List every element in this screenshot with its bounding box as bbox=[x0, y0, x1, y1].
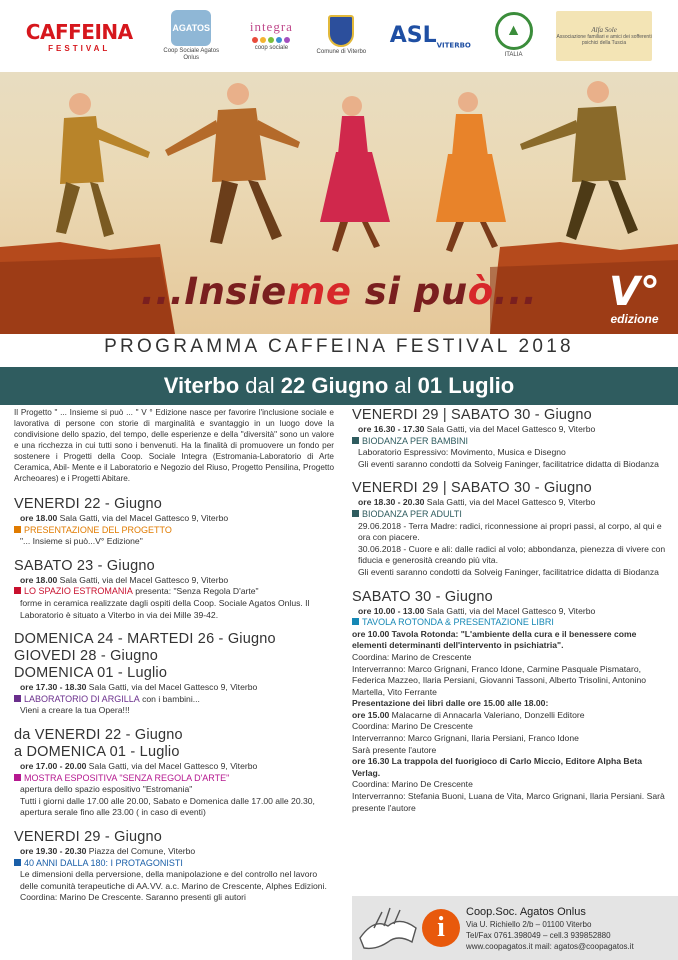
caffeina-logo-sub: FESTIVAL bbox=[48, 43, 111, 53]
event-place: Sala Gatti, via del Macel Gattesco 9, Viterbo bbox=[86, 682, 258, 693]
event-title bbox=[14, 694, 334, 706]
banner-date-end: 01 Luglio bbox=[417, 373, 515, 398]
event-place: Sala Gatti, via del Macel Gattesco 9, Viterbo bbox=[424, 605, 596, 616]
event-time bbox=[14, 682, 334, 694]
integra-caption: coop sociale bbox=[254, 45, 289, 52]
banner-city: Viterbo bbox=[163, 373, 240, 398]
event-time bbox=[14, 761, 334, 773]
caffeina-logo-text: CAFFEINA bbox=[25, 19, 133, 44]
event-time-bold: ore 10.00 - 13.00 bbox=[358, 605, 425, 616]
banner-al: al bbox=[388, 373, 418, 398]
event-title bbox=[14, 773, 334, 785]
footer-text bbox=[466, 905, 634, 952]
event-title-label: LABORATORIO DI ARGILLA bbox=[24, 693, 140, 704]
agatos-caption: Coop Sociale Agatos Onlus bbox=[163, 47, 220, 61]
event-title bbox=[352, 436, 672, 448]
event-day: da VENERDI 22 - Giugno a DOMENICA 01 - Luglio bbox=[14, 726, 183, 760]
event-title-label: BIODANZA PER ADULTI bbox=[362, 508, 462, 519]
hero-title-part1: ...Insie bbox=[140, 270, 287, 313]
event-time-bold: ore 19.30 - 20.30 bbox=[20, 845, 87, 856]
left-column bbox=[14, 407, 334, 914]
event-title bbox=[14, 858, 334, 870]
bullet-square-icon bbox=[14, 695, 21, 702]
roundtable-line-2: Coordina: Marino de Crescente bbox=[352, 651, 472, 662]
dragonfly-icon bbox=[556, 11, 652, 61]
footer-phones: Tel/Fax 0761.398049 – cell.3 939852880 bbox=[466, 930, 611, 940]
contact-footer bbox=[352, 896, 678, 960]
roundtable-line-5-text: Malacarne di Annacarla Valeriano, Donzelli Editore bbox=[389, 709, 585, 720]
event-title-label: BIODANZA PER BAMBINI bbox=[362, 435, 469, 446]
banner-dal: dal bbox=[239, 373, 281, 398]
program-title: PROGRAMMA CAFFEINA FESTIVAL 2018 bbox=[104, 336, 574, 357]
asl-logo-text: ASL bbox=[389, 22, 437, 48]
hero-illustration bbox=[0, 72, 678, 334]
event-block bbox=[352, 407, 672, 470]
roundtable-line-11: Interverranno: Stefania Buoni, Luana de Vita, Marco Grignani, Ilaria Persiani. Sarà presente l'autore bbox=[352, 791, 665, 813]
event-title-extra: presenta: "Senza Regola D'arte" bbox=[132, 586, 259, 597]
event-block bbox=[14, 727, 334, 819]
footer-web-link[interactable]: www.coopagatos.it mail: agatos@coopagatos.it bbox=[466, 941, 634, 951]
event-block bbox=[352, 589, 672, 629]
event-title bbox=[14, 525, 334, 537]
footer-address: Via U. Richiello 2/b – 01100 Viterbo bbox=[466, 919, 592, 929]
dancer-5 bbox=[520, 81, 638, 240]
viterbo-caption: Comune di Viterbo bbox=[316, 49, 367, 56]
tree-icon: ▲ bbox=[495, 12, 533, 50]
assoc-title: Alfa Sole bbox=[591, 26, 617, 34]
roundtable-details bbox=[352, 629, 672, 815]
edition-number: V° bbox=[609, 269, 660, 315]
circle-caption: ITALIA bbox=[504, 52, 523, 59]
event-title bbox=[14, 586, 334, 598]
event-description: Laboratorio Espressivo: Movimento, Musica e Disegno Gli eventi saranno condotti da Solveig Faninger, facilitatrice didatta di Biodanza bbox=[358, 447, 659, 469]
dancer-4 bbox=[436, 92, 506, 252]
roundtable-line-3: Interverranno: Marco Grignani, Franco Idone, Carmine Pasquale Pismataro, Federica Mazzeo, Ilaria Persiani, Giovanni Tassoni, Alberto Trisolini, Antonino Martella, Vito Ferrante bbox=[352, 663, 647, 697]
event-time bbox=[352, 606, 672, 618]
right-column bbox=[352, 407, 672, 814]
event-description: forme in ceramica realizzate dagli ospiti della Coop. Sociale Agatos Onlus. Il Laboratorio è situato a Viterbo in via dei Mille 39-42. bbox=[20, 597, 310, 620]
event-title-label: MOSTRA ESPOSITIVA "SENZA REGOLA D'ARTE" bbox=[24, 772, 230, 783]
event-time-bold: ore 18.30 - 20.30 bbox=[358, 497, 425, 508]
event-block bbox=[14, 829, 334, 904]
hero-title-part2: me bbox=[286, 270, 352, 313]
roundtable-line-8: Sarà presente l'autore bbox=[352, 744, 437, 755]
event-day: VENERDI 29 | SABATO 30 - Giugno bbox=[352, 480, 592, 497]
event-place: Sala Gatti, via del Macel Gattesco 9, Viterbo bbox=[424, 424, 596, 434]
dancer-2 bbox=[165, 83, 300, 244]
event-day: SABATO 30 - Giugno bbox=[352, 588, 493, 605]
event-title-label: 40 ANNI DALLA 180: I PROTAGONISTI bbox=[24, 857, 183, 868]
agatos-logo bbox=[156, 6, 226, 66]
edition-word: edizione bbox=[610, 312, 659, 326]
event-day: VENERDI 22 - Giugno bbox=[14, 496, 163, 512]
event-time-bold: ore 18.00 bbox=[20, 513, 58, 523]
event-day: VENERDI 29 | SABATO 30 - Giugno bbox=[352, 407, 592, 423]
event-description: Le dimensioni della perversione, della manipolazione e del controllo nel lavoro delle comunità terapeutiche di AA.VV. a.c. Marino de Crescente, Alphes Edizioni. Coordina: Marino De Crescente. Saranno presenti gli autori bbox=[20, 869, 327, 903]
date-banner bbox=[0, 367, 678, 405]
event-description: Vieni a creare la tua Opera!!! bbox=[20, 705, 130, 716]
integra-logo bbox=[250, 6, 293, 66]
roundtable-line-9: ore 16.30 La trappola del fuorigioco di Carlo Miccio, Editore Alpha Beta Verlag. bbox=[352, 756, 643, 778]
event-title-extra: con i bambini... bbox=[139, 693, 200, 704]
roundtable-line-5-time: ore 15.00 bbox=[352, 709, 390, 720]
bullet-square-icon bbox=[14, 859, 21, 866]
roundtable-line-5 bbox=[352, 710, 672, 722]
right-events-list bbox=[352, 407, 672, 629]
event-time-bold: ore 17.00 - 20.00 bbox=[20, 760, 87, 771]
hero-title bbox=[0, 270, 678, 313]
event-description: "... Insieme si può...V° Edizione" bbox=[20, 536, 143, 547]
event-time bbox=[352, 424, 672, 436]
comune-viterbo-logo bbox=[317, 6, 367, 66]
event-description: apertura dello spazio espositivo "Estromania" Tutti i giorni dalle 17.00 alle 20.00, Sabato e Domenica dalle 17.00 alle 20.30, apertura serale fino alle 23.00 ( in caso di eventi) bbox=[20, 784, 315, 818]
event-day: SABATO 23 - Giugno bbox=[14, 557, 155, 574]
caffeina-festival-logo bbox=[26, 6, 133, 66]
bullet-square-icon bbox=[14, 526, 21, 533]
agatos-logo-mark: AGATOS bbox=[171, 10, 211, 46]
event-time bbox=[14, 513, 334, 525]
hands-icon bbox=[354, 898, 422, 958]
bullet-square-icon bbox=[14, 774, 21, 781]
bullet-square-icon bbox=[352, 437, 359, 444]
event-time-bold: ore 16.30 - 17.30 bbox=[358, 424, 425, 434]
banner-date-start: 22 Giugno bbox=[280, 373, 389, 398]
event-title-label: LO SPAZIO ESTROMANIA bbox=[24, 586, 133, 597]
hero-title-part3: si pu bbox=[351, 270, 468, 313]
event-title-label: TAVOLA ROTONDA & PRESENTAZIONE LIBRI bbox=[362, 617, 554, 628]
roundtable-line-6: Coordina: Marino De Crescente bbox=[352, 721, 473, 732]
asl-logo-sub: VITERBO bbox=[436, 41, 471, 50]
event-time bbox=[14, 846, 334, 858]
assoc-caption: Associazione familiari e amici dei sofferenti psichici della Tuscia bbox=[556, 34, 652, 46]
logo-bar bbox=[0, 0, 678, 72]
roundtable-line-4: Presentazione dei libri dalle ore 15.00 alle 18.00: bbox=[352, 698, 549, 709]
integra-dots-icon bbox=[252, 37, 290, 43]
event-block bbox=[14, 558, 334, 621]
event-block bbox=[14, 496, 334, 548]
event-place: Sala Gatti, via del Macel Gattesco 9, Viterbo bbox=[424, 497, 596, 508]
dancer-1 bbox=[56, 93, 150, 237]
event-place: Sala Gatti, via del Macel Gattesco 9, Viterbo bbox=[57, 574, 229, 585]
bullet-square-icon bbox=[14, 587, 21, 594]
event-title-label: PRESENTAZIONE DEL PROGETTO bbox=[24, 524, 172, 535]
roundtable-line-1: ore 10.00 Tavola Rotonda: "L'ambiente della cura e il benessere come elementi determinanti dell'intervento in psichiatria". bbox=[352, 628, 637, 651]
event-time-bold: ore 18.00 bbox=[20, 574, 58, 585]
event-block bbox=[352, 480, 672, 578]
hero-title-part4: ò bbox=[467, 270, 494, 313]
event-title bbox=[352, 509, 672, 521]
left-events-list bbox=[14, 496, 334, 904]
integra-logo-mark: integra bbox=[249, 19, 293, 35]
project-intro: Il Progetto " ... Insieme si può ... " V ° Edizione nasce per favorire l'inclusione sociale e lavorativa di persone con storie di marginalità e svantaggio in un luogo dove la condivisione dello spazio, del tempo, delle esperienze e della "diversità" sono un valore e una ricchezza in cui tutti sono i benvenuti. Ha la finalità di promuovere un fondo per sostenere i Progetti della Coop. Sociale Integra (Estromania-Laboratorio di Arte Ceramica, Abil- Mente e il Laboratorio e Negozio del Riuso, Progetto Pensilina, Progetto Archeoares) e i Progetti Abitare. bbox=[14, 408, 334, 483]
event-block bbox=[14, 631, 334, 717]
event-title bbox=[352, 617, 672, 629]
bullet-square-icon bbox=[352, 618, 359, 625]
dancer-3 bbox=[320, 96, 390, 252]
asl-viterbo-logo bbox=[390, 6, 471, 66]
event-time-bold: ore 17.30 - 18.30 bbox=[20, 682, 87, 693]
hero-title-part5: ... bbox=[493, 270, 538, 313]
footer-org: Coop.Soc. Agatos Onlus bbox=[466, 905, 586, 918]
event-place: Piazza del Comune, Viterbo bbox=[86, 845, 196, 856]
event-day: DOMENICA 24 - MARTEDI 26 - Giugno GIOVEDI 28 - Giugno DOMENICA 01 - Luglio bbox=[14, 631, 276, 682]
event-description: 29.06.2018 - Terra Madre: radici, riconnessione ai propri passi, al corpo, al qui e ora con piacere. 30.06.2018 - Cuore e ali: dalle radici al volo; abbondanza, pienezza di vivere con fiducia e generosità creando più vita. Gli eventi saranno condotti da Solveig Faninger, facilitatrice didatta di Biodanza bbox=[358, 520, 666, 577]
circle-association-logo bbox=[495, 6, 533, 66]
info-icon: i bbox=[422, 909, 460, 947]
roundtable-line-10: Coordina: Marino De Crescente bbox=[352, 779, 473, 790]
viterbo-shield-icon bbox=[328, 15, 354, 47]
event-place: Sala Gatti, via del Macel Gattesco 9, Viterbo bbox=[57, 513, 229, 523]
event-day: VENERDI 29 - Giugno bbox=[14, 828, 163, 845]
event-time bbox=[14, 575, 334, 587]
event-time bbox=[352, 497, 672, 509]
edition-badge bbox=[609, 269, 660, 326]
roundtable-line-7: Interverranno: Marco Grignani, Ilaria Persiani, Franco Idone bbox=[352, 733, 579, 744]
event-place: Sala Gatti, via del Macel Gattesco 9, Viterbo bbox=[86, 760, 258, 771]
alfa-sole-logo bbox=[556, 6, 652, 66]
bullet-square-icon bbox=[352, 510, 359, 517]
